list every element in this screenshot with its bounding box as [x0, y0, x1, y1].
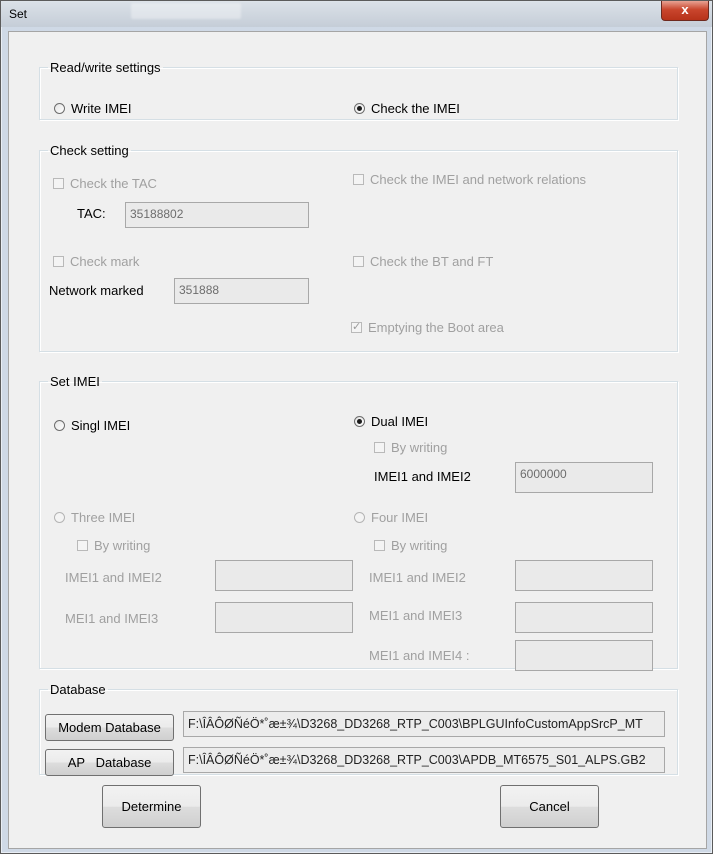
dual-by-writing-box	[374, 442, 385, 453]
check-bt-ft-box	[353, 256, 364, 267]
four-by-writing-label: By writing	[391, 538, 448, 553]
network-marked-input[interactable]: 351888	[174, 278, 309, 304]
four-by-writing-checkbox[interactable]	[374, 538, 447, 553]
check-tac-label: Check the TAC	[70, 176, 157, 191]
four-imei13-input[interactable]	[515, 602, 653, 633]
dialog-body	[8, 31, 707, 849]
four-imei-radio[interactable]	[354, 510, 428, 525]
ap-database-button[interactable]: AP Database	[45, 749, 174, 776]
dual-imei-label: Dual IMEI	[371, 414, 429, 429]
check-bt-ft-checkbox[interactable]	[353, 254, 493, 269]
write-imei-radio[interactable]	[54, 101, 131, 116]
network-marked-label: Network marked	[49, 283, 144, 298]
singl-imei-radio[interactable]	[54, 418, 130, 433]
close-button[interactable]: x	[661, 1, 709, 21]
four-imei-radio-dot	[354, 512, 365, 523]
check-setting-group	[39, 143, 678, 352]
check-tac-checkbox[interactable]	[53, 176, 157, 191]
check-imei-radio-dot	[354, 103, 365, 114]
three-imei13-label: MEI1 and IMEI3	[65, 611, 159, 626]
tac-input[interactable]: 35188802	[125, 202, 309, 228]
dual-by-writing-checkbox[interactable]	[374, 440, 447, 455]
dual-imei-radio-dot	[354, 416, 365, 427]
empty-boot-label: Emptying the Boot area	[368, 320, 504, 335]
three-imei13-input[interactable]	[215, 602, 353, 633]
three-by-writing-label: By writing	[94, 538, 151, 553]
check-mark-label: Check mark	[70, 254, 140, 269]
check-tac-box	[53, 178, 64, 189]
set-imei-legend: Set IMEI	[50, 374, 100, 389]
cancel-button[interactable]: Cancel	[500, 785, 599, 828]
check-imei-label: Check the IMEI	[371, 101, 460, 116]
window-title: Set	[9, 7, 28, 21]
check-mark-box	[53, 256, 64, 267]
three-imei-radio-dot	[54, 512, 65, 523]
modem-database-path[interactable]: F:\ÎÂÔØÑéÖ*˚æ±¾\D3268_DD3268_RTP_C003\BPLGUInfoCustomAppSrcP_MT	[183, 711, 665, 737]
four-imei12-label: IMEI1 and IMEI2	[369, 570, 466, 585]
dual-imei-radio[interactable]	[354, 414, 428, 429]
three-by-writing-box	[77, 540, 88, 551]
three-imei12-label: IMEI1 and IMEI2	[65, 570, 162, 585]
singl-imei-radio-dot	[54, 420, 65, 431]
read-write-settings-group	[39, 60, 678, 120]
tac-label: TAC:	[77, 206, 106, 221]
ap-database-path[interactable]: F:\ÎÂÔØÑéÖ*˚æ±¾\D3268_DD3268_RTP_C003\APDB_MT6575_S01_ALPS.GB2	[183, 747, 665, 773]
check-imei-network-checkbox[interactable]	[353, 172, 586, 187]
dual-imei12-label: IMEI1 and IMEI2	[374, 469, 471, 484]
check-imei-network-label: Check the IMEI and network relations	[370, 172, 587, 187]
database-group	[39, 682, 678, 775]
write-imei-radio-dot	[54, 103, 65, 114]
background-window-title	[131, 3, 241, 19]
check-imei-network-box	[353, 174, 364, 185]
four-imei12-input[interactable]	[515, 560, 653, 591]
four-by-writing-box	[374, 540, 385, 551]
title-bar[interactable]	[1, 1, 712, 27]
modem-database-button[interactable]: Modem Database	[45, 714, 174, 741]
check-bt-ft-label: Check the BT and FT	[370, 254, 494, 269]
empty-boot-checkbox[interactable]	[351, 320, 504, 335]
four-imei14-label: MEI1 and IMEI4 :	[369, 648, 470, 663]
four-imei14-input[interactable]	[515, 640, 653, 671]
empty-boot-box: ✓	[352, 321, 362, 333]
determine-button[interactable]: Determine	[102, 785, 201, 828]
four-imei13-label: MEI1 and IMEI3	[369, 608, 463, 623]
set-imei-group	[39, 374, 678, 669]
read-write-settings-legend: Read/write settings	[50, 60, 161, 75]
three-by-writing-checkbox[interactable]	[77, 538, 150, 553]
dual-by-writing-label: By writing	[391, 440, 448, 455]
singl-imei-label: Singl IMEI	[71, 418, 131, 433]
check-imei-radio[interactable]	[354, 101, 460, 116]
three-imei-label: Three IMEI	[71, 510, 136, 525]
check-mark-checkbox[interactable]	[53, 254, 139, 269]
dual-imei12-input[interactable]: 6000000	[515, 462, 653, 493]
three-imei-radio[interactable]	[54, 510, 135, 525]
write-imei-label: Write IMEI	[71, 101, 132, 116]
three-imei12-input[interactable]	[215, 560, 353, 591]
four-imei-label: Four IMEI	[371, 510, 429, 525]
check-setting-legend: Check setting	[50, 143, 129, 158]
database-legend: Database	[50, 682, 106, 697]
